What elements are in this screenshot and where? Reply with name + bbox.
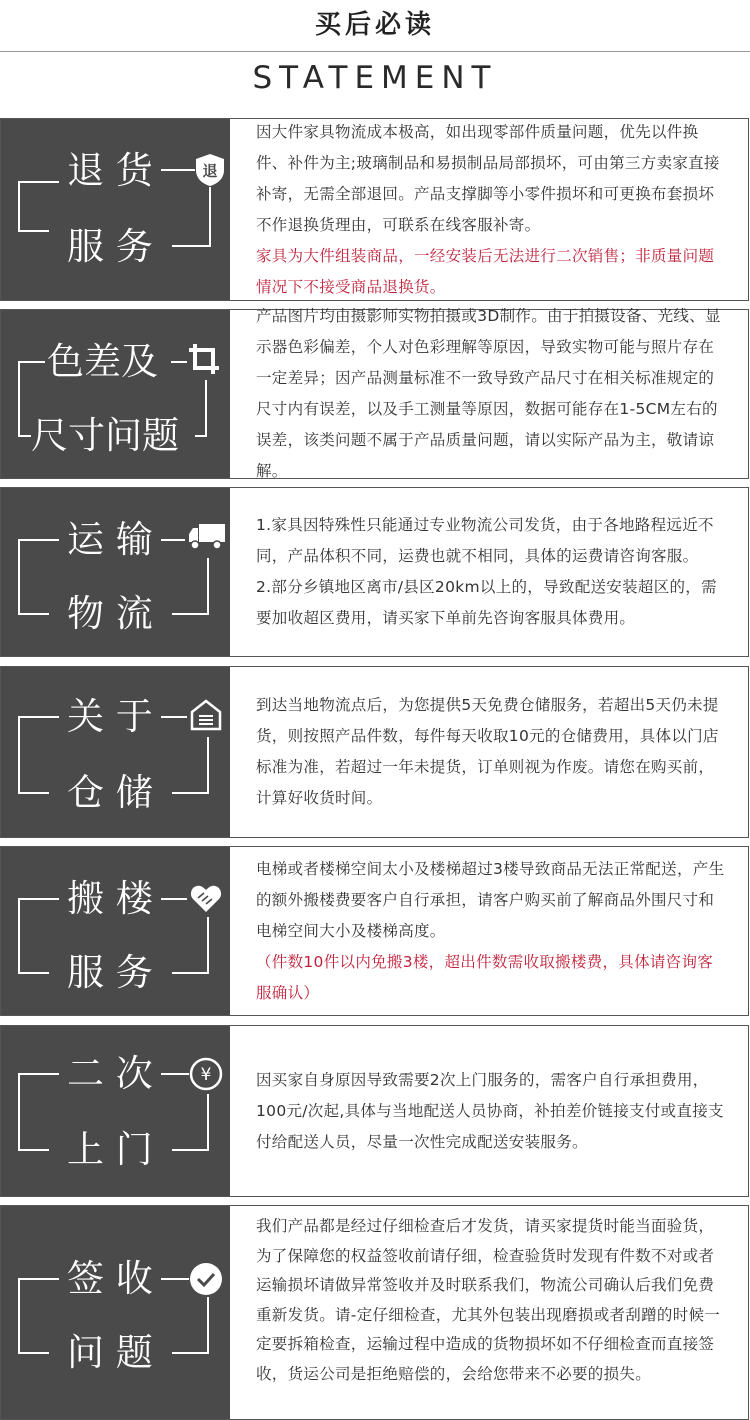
return-shield-icon: [194, 153, 228, 187]
warning-paragraph: （件数10件以内免搬3楼，超出件数需收取搬楼费，具体请咨询客服确认）: [256, 952, 714, 1002]
paragraph: 产品图片均由摄影师实物拍摄或3D制作。由于拍摄设备、光线、显示器色彩偏差，个人对色彩理解等原因，导致实物可能与照片存在一定差异；因产品测量标准不一致导致产品尺寸在相关标准规定的尺寸内有误差，以及手工测量等原因，数据可能存在1-5CM左右的误差，该类问题不属于产品质量问题，请以实际产品为主，敬请谅解。: [256, 307, 721, 480]
section-label-panel: [1, 119, 230, 300]
paragraph: 因买家自身原因导致需要2次上门服务的，需客户自行承担费用，100元/次起,具体与当地配送人员协商，补拍差价链接支付或直接支付给配送人员，尽量一次性完成配送安装服务。: [256, 1070, 724, 1151]
section-label-panel: [1, 310, 230, 478]
section-label-panel: [1, 488, 230, 656]
label-bottom: 仓 储: [67, 771, 153, 814]
page-subtitle: STATEMENT: [252, 60, 498, 96]
section-content: [230, 1206, 748, 1419]
section-content: [230, 488, 748, 656]
label-top: 色差及: [47, 340, 158, 383]
label-bottom: 服 务: [67, 225, 153, 268]
section-label-panel: [1, 667, 230, 837]
section-storage: [0, 666, 749, 838]
paragraph: 因大件家具物流成本极高，如出现零部件质量问题，优先以件换件、补件为主;玻璃制品和易损制品局部损坏，可由第三方卖家直接补寄，无需全部退回。产品支撑脚等小零件损坏和可更换布套损坏不作退换货理由，可联系在线客服补寄。: [256, 122, 720, 234]
paragraph: 电梯或者楼梯空间太小及楼梯超过3楼导致商品无法正常配送，产生的额外搬楼费要客户自行承担，请客户购买前了解商品外围尺寸和电梯空间大小及楼梯高度。: [256, 859, 725, 940]
label-top: 运 输: [67, 518, 153, 561]
section-content: [230, 667, 748, 837]
yen-icon: [189, 1057, 223, 1091]
check-circle-icon: [189, 1262, 223, 1296]
paragraph: 我们产品都是经过仔细检查后才发货，请买家提货时能当面验货，为了保障您的权益签收前请仔细，检查验货时发现有件数不对或者运输损坏请做异常签收并及时联系我们，物流公司确认后我们免费重新发货。请-定仔细检查，尤其外包装出现磨损或者刮蹭的时候一定要拆箱检查，运输过程中造成的货物损坏如不仔细检查而直接签收，货运公司是拒绝赔偿的，会给您带来不必要的损失。: [256, 1217, 721, 1383]
section-color-size: [0, 309, 749, 479]
section-content: [230, 307, 748, 480]
title-divider: [0, 51, 750, 52]
handshake-icon: [189, 881, 223, 915]
label-bottom: 服 务: [67, 951, 153, 994]
section-logistics: [0, 487, 749, 657]
label-top: 关 于: [67, 695, 153, 738]
svg-text:退: 退: [202, 162, 218, 180]
label-frame: [1, 119, 230, 300]
section-label-panel: [1, 1206, 230, 1419]
label-top: 搬 楼: [67, 877, 153, 920]
label-bottom: 问 题: [67, 1331, 153, 1374]
paragraph: 1.家具因特殊性只能通过专业物流公司发货，由于各地路程远近不同，产品体积不同，运费也就不相同，具体的运费请咨询客服。: [256, 516, 714, 565]
label-top: 退 货: [67, 149, 153, 192]
warehouse-icon: [189, 698, 223, 732]
section-label-panel: [1, 847, 230, 1015]
truck-icon: [187, 522, 227, 556]
warning-paragraph: 家具为大件组装商品，一经安装后无法进行二次销售；非质量问题情况下不接受商品退换货。: [256, 246, 715, 296]
label-frame: [1, 1206, 230, 1419]
label-bottom: 物 流: [67, 592, 153, 635]
paragraph: 到达当地物流点后，为您提供5天免费仓储服务，若超出5天仍未提货，则按照产品件数，每件每天收取10元的仓储费用，具体以门店标准为准，若超过一年未提货，订单则视为作废。请您在购买前，计算好收货时间。: [256, 696, 719, 807]
section-second-visit: [0, 1025, 749, 1197]
section-stair-carry: [0, 846, 749, 1016]
crop-icon: [187, 342, 221, 376]
page-title: 买后必读: [314, 10, 435, 40]
section-content: [230, 1026, 748, 1196]
paragraph: 2.部分乡镇地区离市/县区20km以上的，导致配送安装超区的，需要加收超区费用，请买家下单前先咨询客服具体费用。: [256, 578, 717, 627]
label-bottom: 尺寸问题: [31, 414, 179, 457]
label-bottom: 上 门: [67, 1128, 153, 1171]
svg-text:¥: ¥: [200, 1065, 212, 1085]
label-top: 二 次: [67, 1052, 153, 1095]
section-sign-for: [0, 1205, 749, 1420]
section-returns: [0, 118, 749, 301]
section-content: [230, 847, 748, 1015]
section-label-panel: [1, 1026, 230, 1196]
label-top: 签 收: [67, 1257, 153, 1300]
section-content: [230, 119, 748, 300]
